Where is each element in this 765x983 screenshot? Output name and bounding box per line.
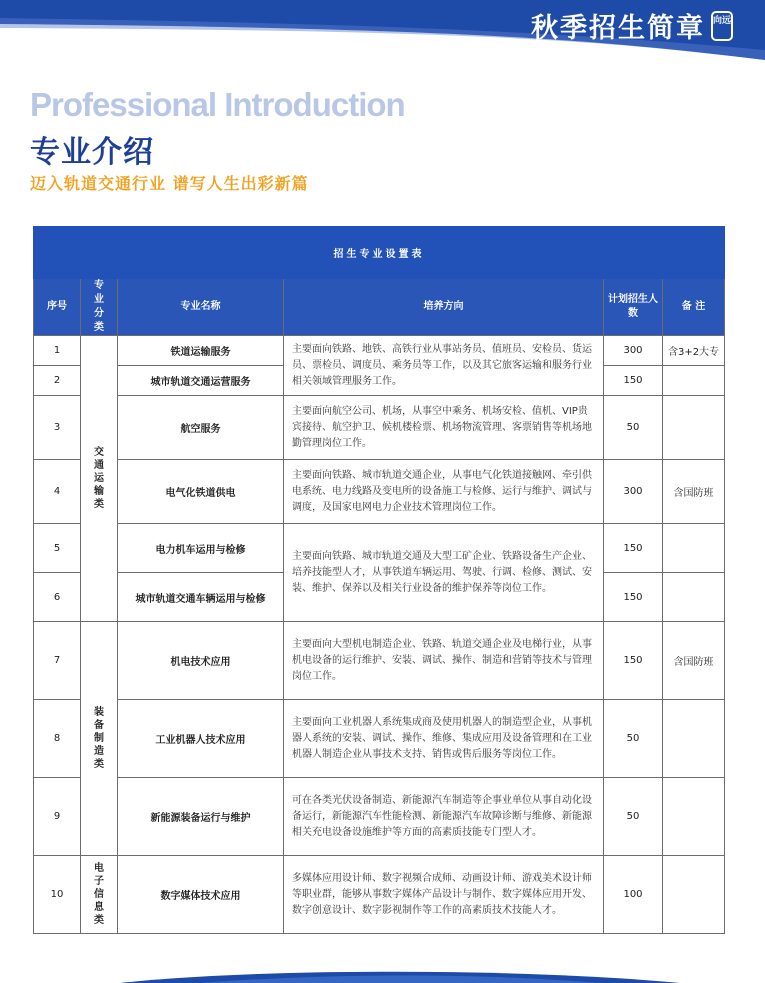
training-direction: 主要面向工业机器人系统集成商及使用机器人的制造型企业，从事机器人系统的安装、调试、操作、维修、集成应用及设备管理和在工业机器人制造企业从事技术支持、销售或售后服务等岗位工作。	[284, 700, 604, 778]
table-row	[34, 778, 725, 856]
note	[663, 700, 725, 778]
header-direction: 培养方向	[284, 279, 604, 336]
major-name: 城市轨道交通运营服务	[118, 366, 284, 396]
training-direction: 主要面向大型机电制造企业、铁路、轨道交通企业及电梯行业，从事机电设备的运行维护、安装、调试、操作、制造和营销等技术与管理岗位工作。	[284, 622, 604, 700]
table-row	[34, 460, 725, 524]
quota: 50	[604, 778, 663, 856]
training-direction: 主要面向铁路、城市轨道交通企业，从事电气化铁道接触网、牵引供电系统、电力线路及变电所的设备施工与检修、运行与维护、调试与调度，及国家电网电力企业技术管理岗位工作。	[284, 460, 604, 524]
training-direction: 主要面向航空公司、机场，从事空中乘务、机场安检、值机、VIP贵宾接待、航空护卫、候机楼检票、机场物流管理、客票销售等机场地勤管理岗位工作。	[284, 396, 604, 460]
note	[663, 396, 725, 460]
note: 含3+2大专	[663, 336, 725, 366]
training-direction: 可在各类光伏设备制造、新能源汽车制造等企事业单位从事自动化设备运行，新能源汽车性能检测、新能源汽车故障诊断与维修、新能源相关充电设备设施维护等方面的高素质技能专门型人才。	[284, 778, 604, 856]
row-seq: 9	[34, 778, 81, 856]
category-electronic: 电子信息类	[81, 856, 118, 934]
table-row	[34, 622, 725, 700]
note	[663, 524, 725, 573]
header-name: 专业名称	[118, 279, 284, 336]
major-name: 城市轨道交通车辆运用与检修	[118, 573, 284, 622]
brand-header	[531, 6, 733, 45]
table-row	[34, 336, 725, 366]
major-name: 新能源装备运行与维护	[118, 778, 284, 856]
english-title: Professional Introduction	[30, 86, 405, 123]
training-direction: 多媒体应用设计师、数字视频合成师、动画设计师、游戏美术设计师等职业群，能够从事数字媒体产品设计与制作、数字媒体应用开发、数字创意设计、数字影视制作等工作的高素质技术技能人才。	[284, 856, 604, 934]
header-quota: 计划招生人数	[604, 279, 663, 336]
table-title: 招生专业设置表	[34, 227, 725, 279]
quota: 150	[604, 524, 663, 573]
quota: 100	[604, 856, 663, 934]
major-name: 数字媒体技术应用	[118, 856, 284, 934]
note: 含国防班	[663, 622, 725, 700]
quota: 150	[604, 622, 663, 700]
row-seq: 2	[34, 366, 81, 396]
note	[663, 366, 725, 396]
header-category: 专业分类	[81, 279, 118, 336]
header-note: 备 注	[663, 279, 725, 336]
table-row	[34, 396, 725, 460]
row-seq: 6	[34, 573, 81, 622]
quota: 50	[604, 396, 663, 460]
row-seq: 10	[34, 856, 81, 934]
quota: 150	[604, 366, 663, 396]
note	[663, 573, 725, 622]
row-seq: 8	[34, 700, 81, 778]
row-seq: 3	[34, 396, 81, 460]
quota: 150	[604, 573, 663, 622]
slogan: 迈入轨道交通行业 谱写人生出彩新篇	[30, 174, 309, 193]
bottom-wave-banner	[0, 960, 765, 983]
major-name: 铁道运输服务	[118, 336, 284, 366]
school-logo-icon: 向远	[711, 11, 733, 41]
header-seq: 序号	[34, 279, 81, 336]
note	[663, 856, 725, 934]
row-seq: 1	[34, 336, 81, 366]
major-name: 工业机器人技术应用	[118, 700, 284, 778]
training-direction: 主要面向铁路、地铁、高铁行业从事站务员、值班员、安检员、货运员、票检员、调度员、乘务员等工作，以及其它旅客运输和服务行业相关领域管理服务工作。	[284, 336, 604, 396]
category-transport: 交通运输类	[81, 336, 118, 622]
major-name: 机电技术应用	[118, 622, 284, 700]
note	[663, 778, 725, 856]
major-name: 航空服务	[118, 396, 284, 460]
category-equipment: 装备制造类	[81, 622, 118, 856]
row-seq: 4	[34, 460, 81, 524]
enrollment-table	[33, 226, 725, 934]
quota: 300	[604, 336, 663, 366]
row-seq: 5	[34, 524, 81, 573]
quota: 50	[604, 700, 663, 778]
table-row	[34, 856, 725, 934]
row-seq: 7	[34, 622, 81, 700]
quota: 300	[604, 460, 663, 524]
major-name: 电气化铁道供电	[118, 460, 284, 524]
major-name: 电力机车运用与检修	[118, 524, 284, 573]
table-row	[34, 524, 725, 573]
note: 含国防班	[663, 460, 725, 524]
page-title: 专业介绍	[30, 135, 154, 170]
brand-title: 秋季招生简章	[531, 13, 705, 44]
table-row	[34, 700, 725, 778]
training-direction: 主要面向铁路、城市轨道交通及大型工矿企业、铁路设备生产企业、培养技能型人才，从事铁道车辆运用、驾驶、行调、检修、测试、安装、维护、保养以及相关行业设备的维护保养等岗位工作。	[284, 524, 604, 622]
